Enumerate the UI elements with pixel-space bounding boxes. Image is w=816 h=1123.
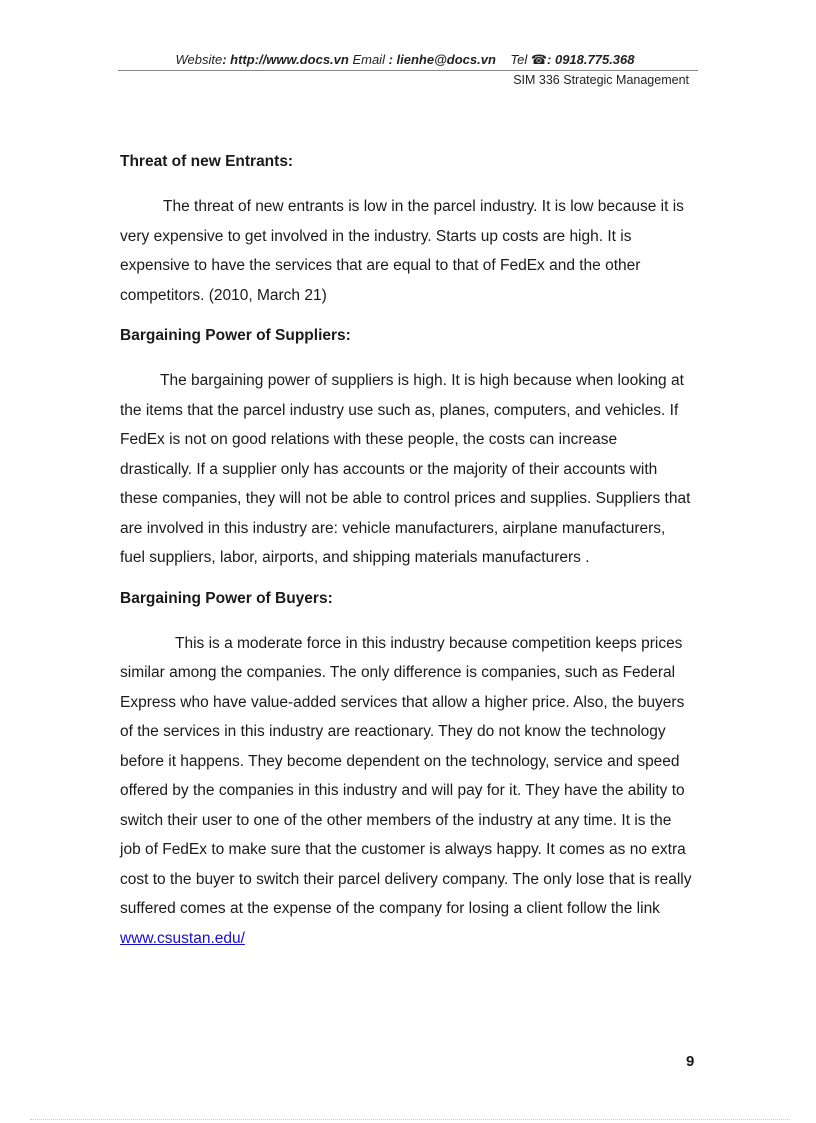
tel-value: : 0918.775.368 — [547, 52, 635, 67]
course-title: SIM 336 Strategic Management — [513, 73, 689, 87]
section-heading: Threat of new Entrants: — [120, 153, 294, 170]
section-paragraph — [120, 629, 692, 954]
section-paragraph: The threat of new entrants is low in the parcel industry. It is low because it is very expensive to get involved in the industry. Starts up costs are high. It is expensive to have the services that are equal to that of FedEx and the other competitors. (2010, March 21) — [120, 198, 684, 304]
document-body — [120, 152, 692, 969]
website-label: Website — [175, 52, 223, 67]
website-value: : http://www.docs.vn — [222, 52, 349, 67]
paragraph-text: This is a moderate force in this industry because competition keeps prices similar among the companies. The only difference is companies, such as Federal Express who have value-added services that allow a higher price. Also, the buyers of the services in this industry are reactionary. They do not know the technology before it happens. They become dependent on the technology, service and speed offered by the companies in this industry and will pay for it. They have the ability to switch their user to one of the other members of the industry at any time. It is the job of FedEx to make sure that the customer is always happy. It comes as no extra cost to the buyer to switch their parcel delivery company. The only lose that is really suffered comes at the expense of the company for losing a client follow the link — [120, 634, 692, 917]
section-paragraph: The bargaining power of suppliers is high. It is high because when looking at the items that the parcel industry use such as, planes, computers, and vehicles. If FedEx is not on good relations with these people, the costs can increase drastically. If a supplier only has accounts or the majority of their accounts with these companies, they will not be able to control prices and supplies. Suppliers that are involved in this industry are: vehicle manufacturers, airplane manufacturers, fuel suppliers, labor, airports, and shipping materials manufacturers . — [120, 372, 691, 566]
csustan-link[interactable]: www.csustan.edu/ — [120, 929, 245, 947]
email-label: Email — [348, 52, 389, 67]
section-heading: Bargaining Power of Suppliers: — [120, 327, 351, 344]
section-threat-new-entrants — [120, 152, 692, 310]
header-divider — [118, 70, 698, 71]
email-value: : lienhe@docs.vn — [388, 52, 496, 67]
tel-label: Tel — [510, 52, 531, 67]
page-bottom-border — [30, 1119, 790, 1120]
header-contact — [120, 52, 690, 68]
phone-icon: ☎ — [530, 52, 548, 67]
page-number: 9 — [686, 1053, 695, 1070]
section-bargaining-suppliers — [120, 326, 692, 573]
section-bargaining-buyers — [120, 589, 692, 954]
section-heading: Bargaining Power of Buyers: — [120, 589, 333, 607]
